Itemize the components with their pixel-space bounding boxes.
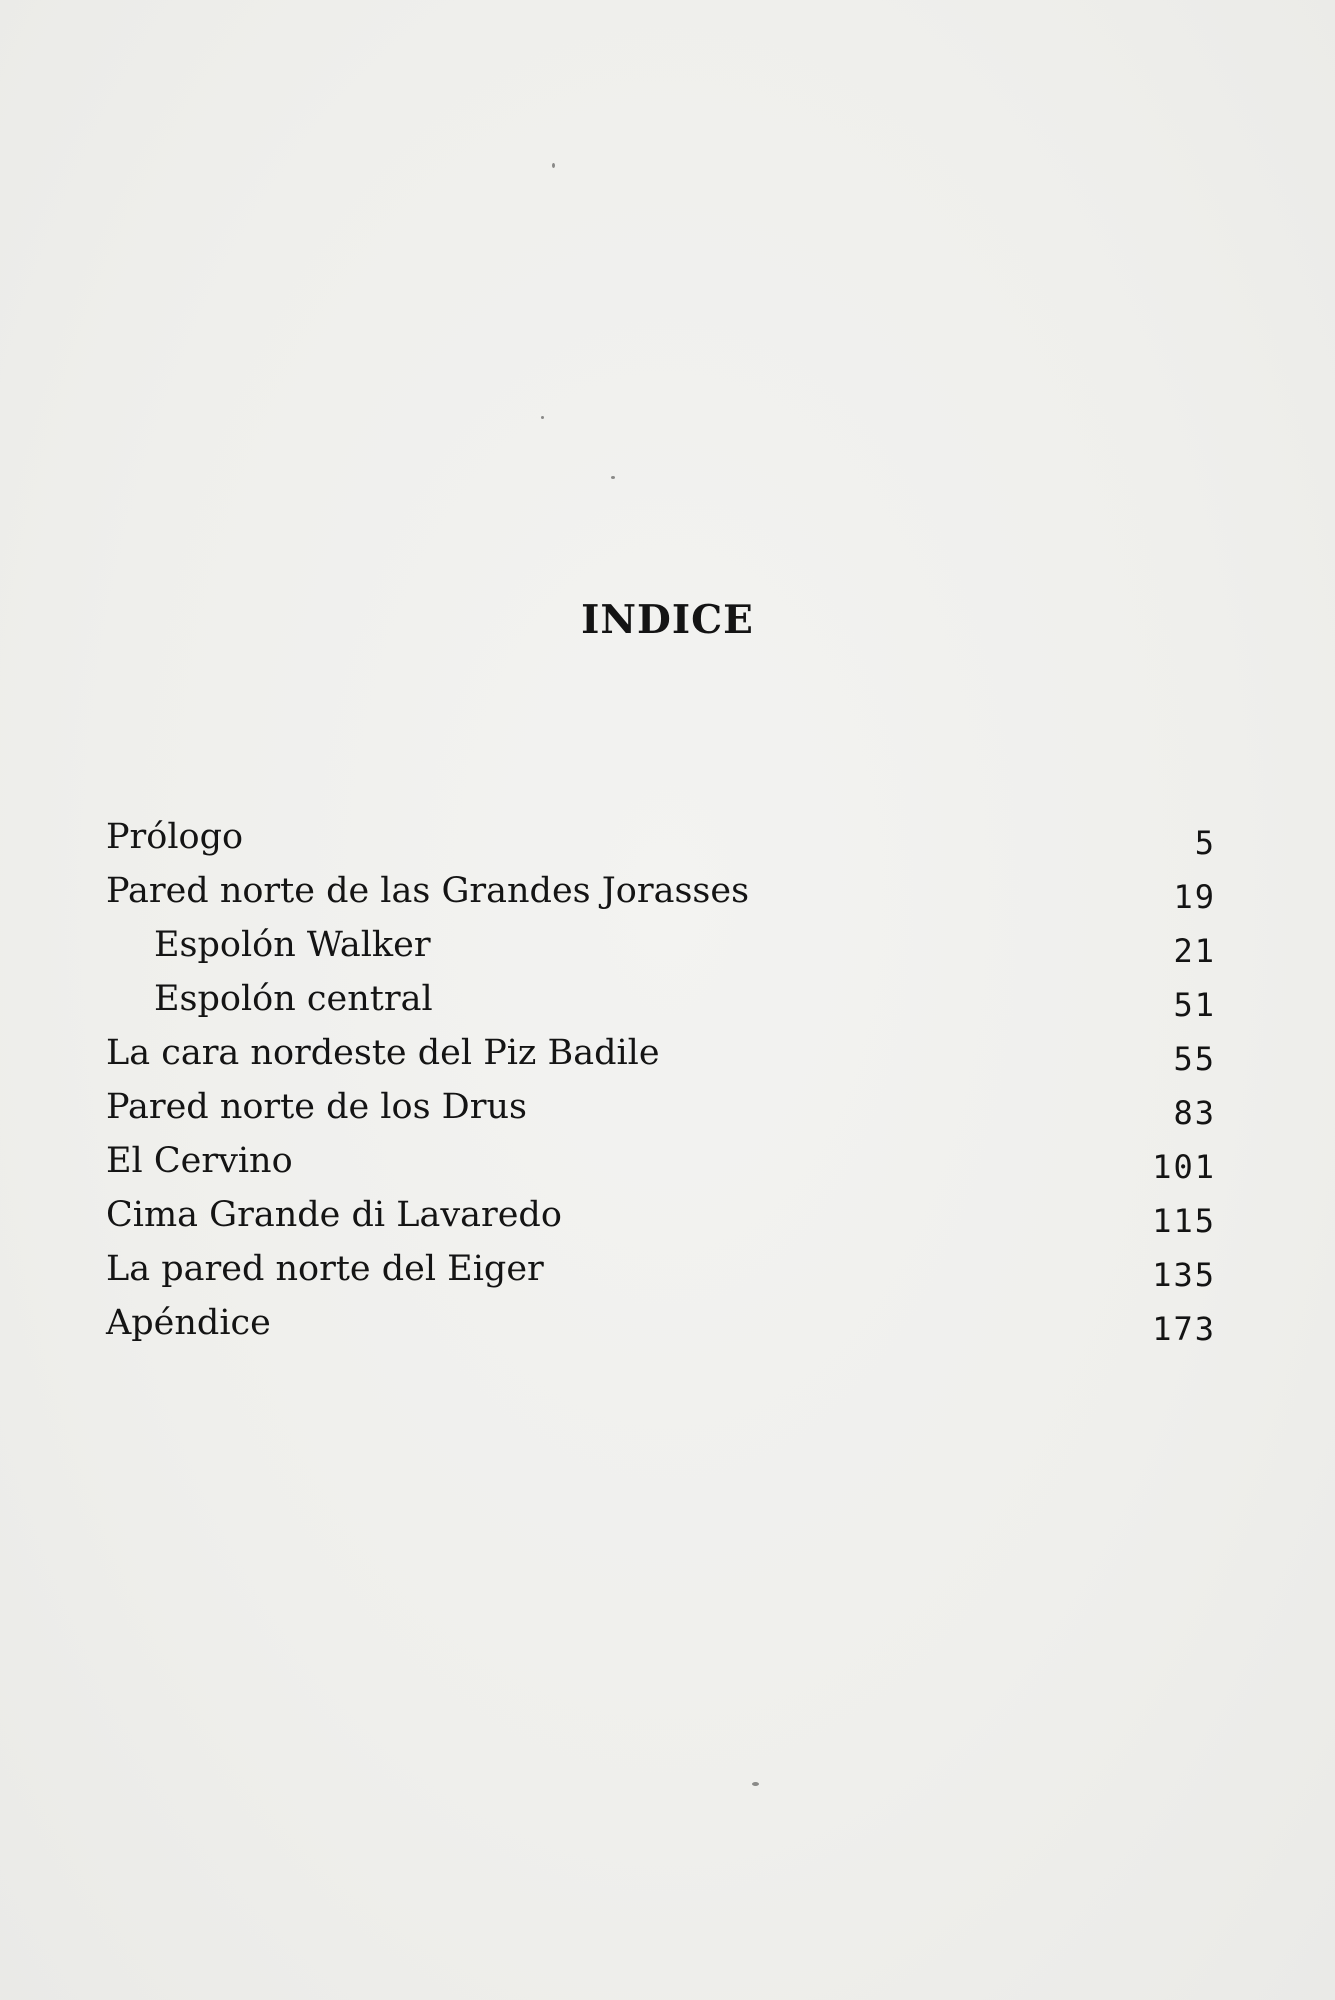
toc-entry-label: Cima Grande di Lavaredo [106,1195,562,1235]
paper-speck [541,416,544,419]
toc-entry-page: 21 [1173,932,1216,970]
toc-entry-cervino [106,1134,1216,1188]
toc-entry-espolon-walker [106,918,1216,972]
toc-entry-prologo [106,810,1216,864]
toc-entry-page: 55 [1173,1040,1216,1078]
toc-entry-page: 83 [1173,1094,1216,1132]
toc-entry-eiger [106,1242,1216,1296]
toc-entry-piz-badile [106,1026,1216,1080]
toc-entry-label: Pared norte de los Drus [106,1087,527,1127]
paper-speck [552,163,555,168]
toc-entry-page: 115 [1152,1202,1216,1240]
toc-entry-espolon-central [106,972,1216,1026]
toc-entry-label: Pared norte de las Grandes Jorasses [106,871,750,911]
toc-entry-page: 51 [1173,986,1216,1024]
toc-entry-apendice [106,1296,1216,1350]
page-title-text: INDICE [581,597,754,643]
paper-speck [611,476,615,479]
toc-entry-page: 19 [1173,878,1216,916]
toc-entry-label: Espolón central [154,979,433,1019]
page-title [0,592,1335,648]
toc-entry-label: La cara nordeste del Piz Badile [106,1033,660,1073]
toc-entry-page: 173 [1152,1310,1216,1348]
toc-entry-lavaredo [106,1188,1216,1242]
toc-entry-page: 101 [1152,1148,1216,1186]
toc-entry-label: El Cervino [106,1141,293,1181]
toc-entry-label: Apéndice [106,1303,271,1343]
toc-entry-label: Espolón Walker [154,925,431,965]
toc-entry-drus [106,1080,1216,1134]
paper-speck [752,1782,759,1786]
toc-entry-grandes-jorasses [106,864,1216,918]
toc-entry-page: 135 [1152,1256,1216,1294]
toc-entry-label: La pared norte del Eiger [106,1249,544,1289]
toc-entry-label: Prólogo [106,817,244,857]
toc-entry-page: 5 [1194,824,1216,862]
table-of-contents [106,810,1216,1350]
